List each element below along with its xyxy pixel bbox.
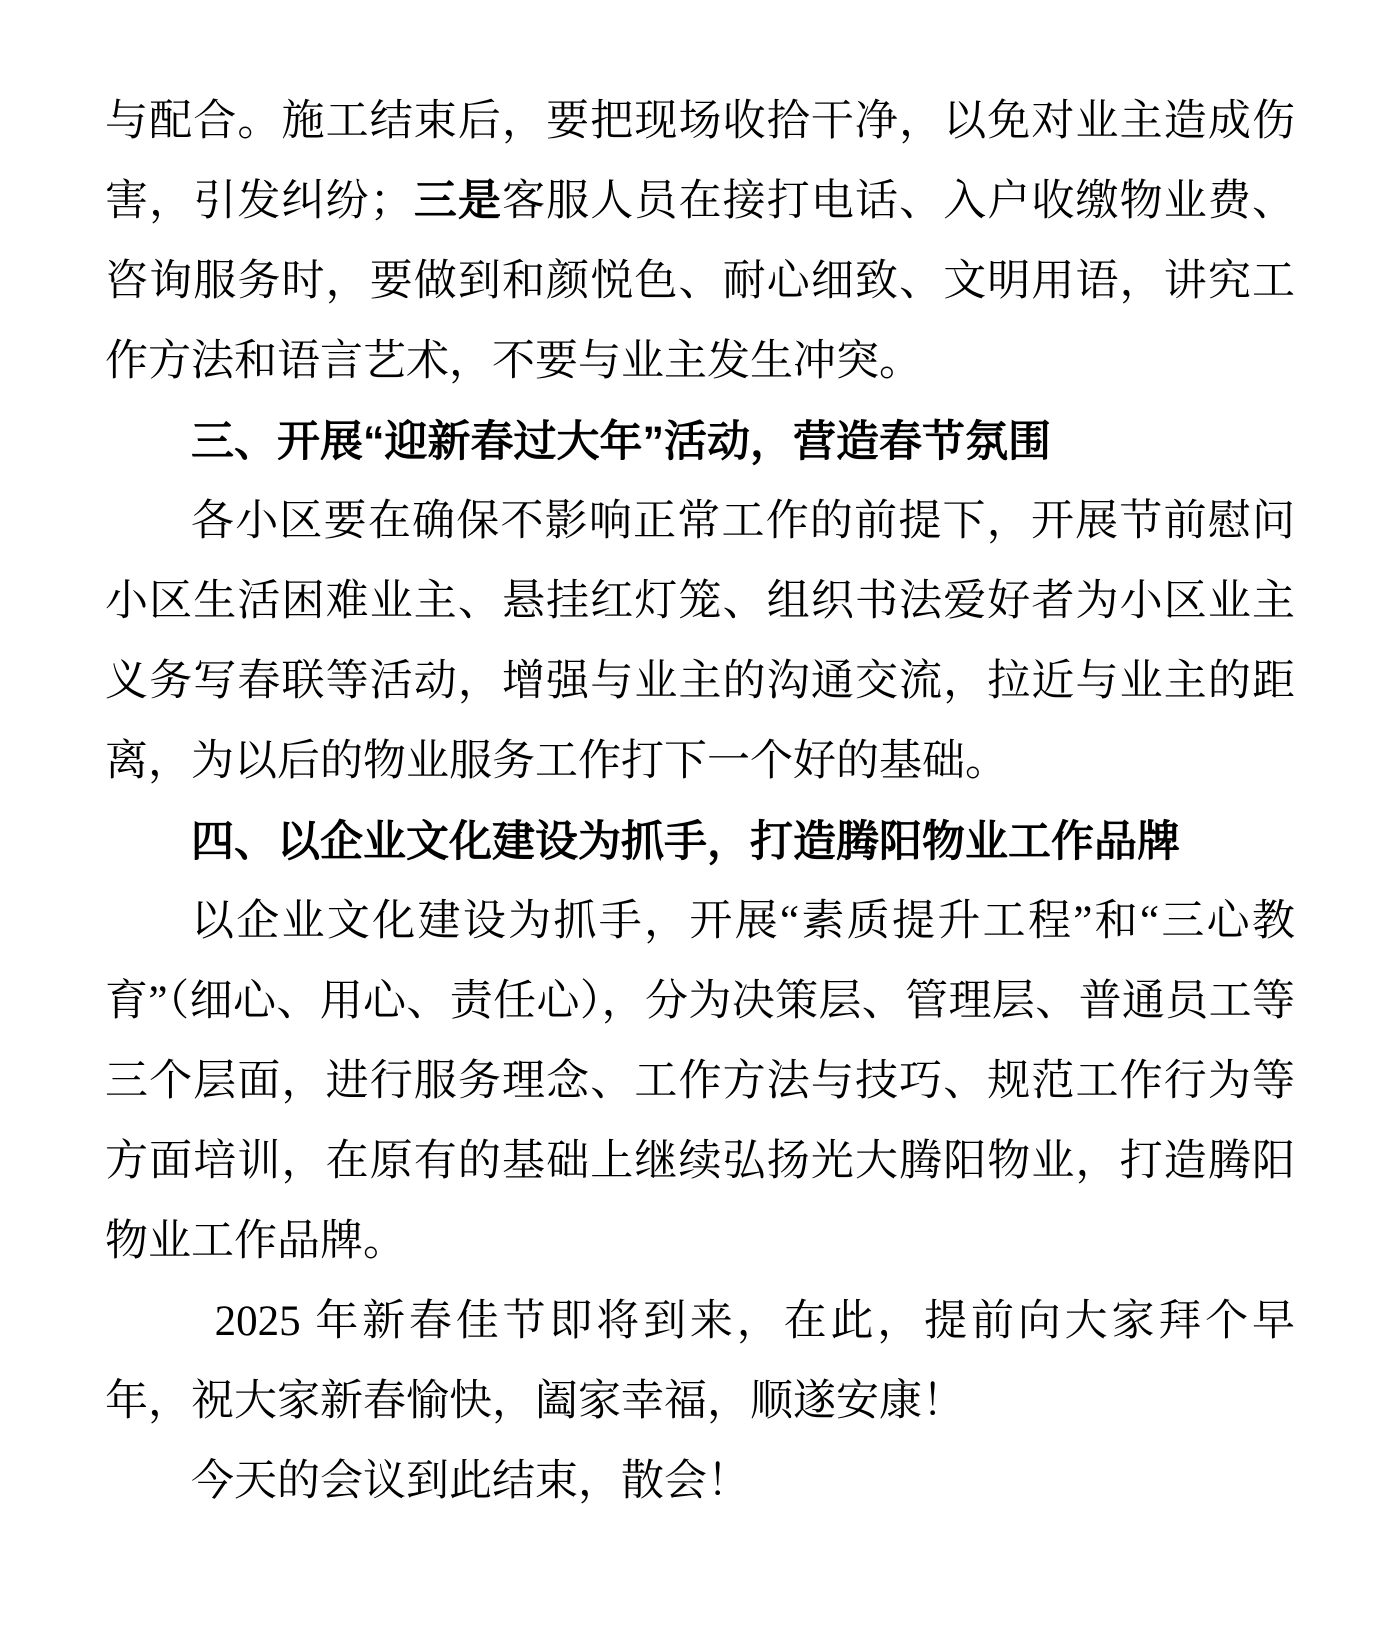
paragraph xyxy=(105,1282,1295,1442)
text-segment: 2025 年新春佳节即将到来，在此，提前向大家拜个早年，祝大家新春愉快，阖家幸福，顺遂安康！ xyxy=(105,1298,1295,1425)
section-heading xyxy=(105,802,1295,882)
text-segment: 各小区要在确保不影响正常工作的前提下，开展节前慰问小区生活困难业主、悬挂红灯笼、组织书法爱好者为小区业主义务写春联等活动，增强与业主的沟通交流，拉近与业主的距离，为以后的物业服务工作打下一个好的基础。 xyxy=(105,498,1295,785)
text-segment: 今天的会议到此结束，散会！ xyxy=(191,1458,750,1505)
bold-emphasis: 三、开展“迎新春过大年”活动，营造春节氛围 xyxy=(191,418,1051,466)
section-heading xyxy=(105,402,1295,482)
paragraph xyxy=(105,482,1295,802)
bold-emphasis: 四、以企业文化建设为抓手，打造腾阳物业工作品牌 xyxy=(191,818,1180,866)
paragraph xyxy=(105,882,1295,1282)
text-segment: 以企业文化建设为抓手，开展“素质提升工程”和“三心教育”（细心、用心、责任心），分为决策层、管理层、普通员工等三个层面，进行服务理念、工作方法与技巧、规范工作行为等方面培训，在原有的基础上继续弘扬光大腾阳物业，打造腾阳物业工作品牌。 xyxy=(105,898,1295,1265)
bold-emphasis: 三是 xyxy=(412,178,503,225)
paragraph xyxy=(105,82,1295,402)
document-content xyxy=(105,82,1295,1522)
paragraph xyxy=(105,1442,1295,1522)
text-segment: 客服人员在接打电话、入户收缴物业费、咨询服务时，要做到和颜悦色、耐心细致、文明用语，讲究工作方法和语言艺术，不要与业主发生冲突。 xyxy=(105,178,1296,385)
text-segment: 与配合。施工结束后，要把现场收拾干净，以免对业主造成伤害，引发纠纷； xyxy=(105,98,1295,225)
